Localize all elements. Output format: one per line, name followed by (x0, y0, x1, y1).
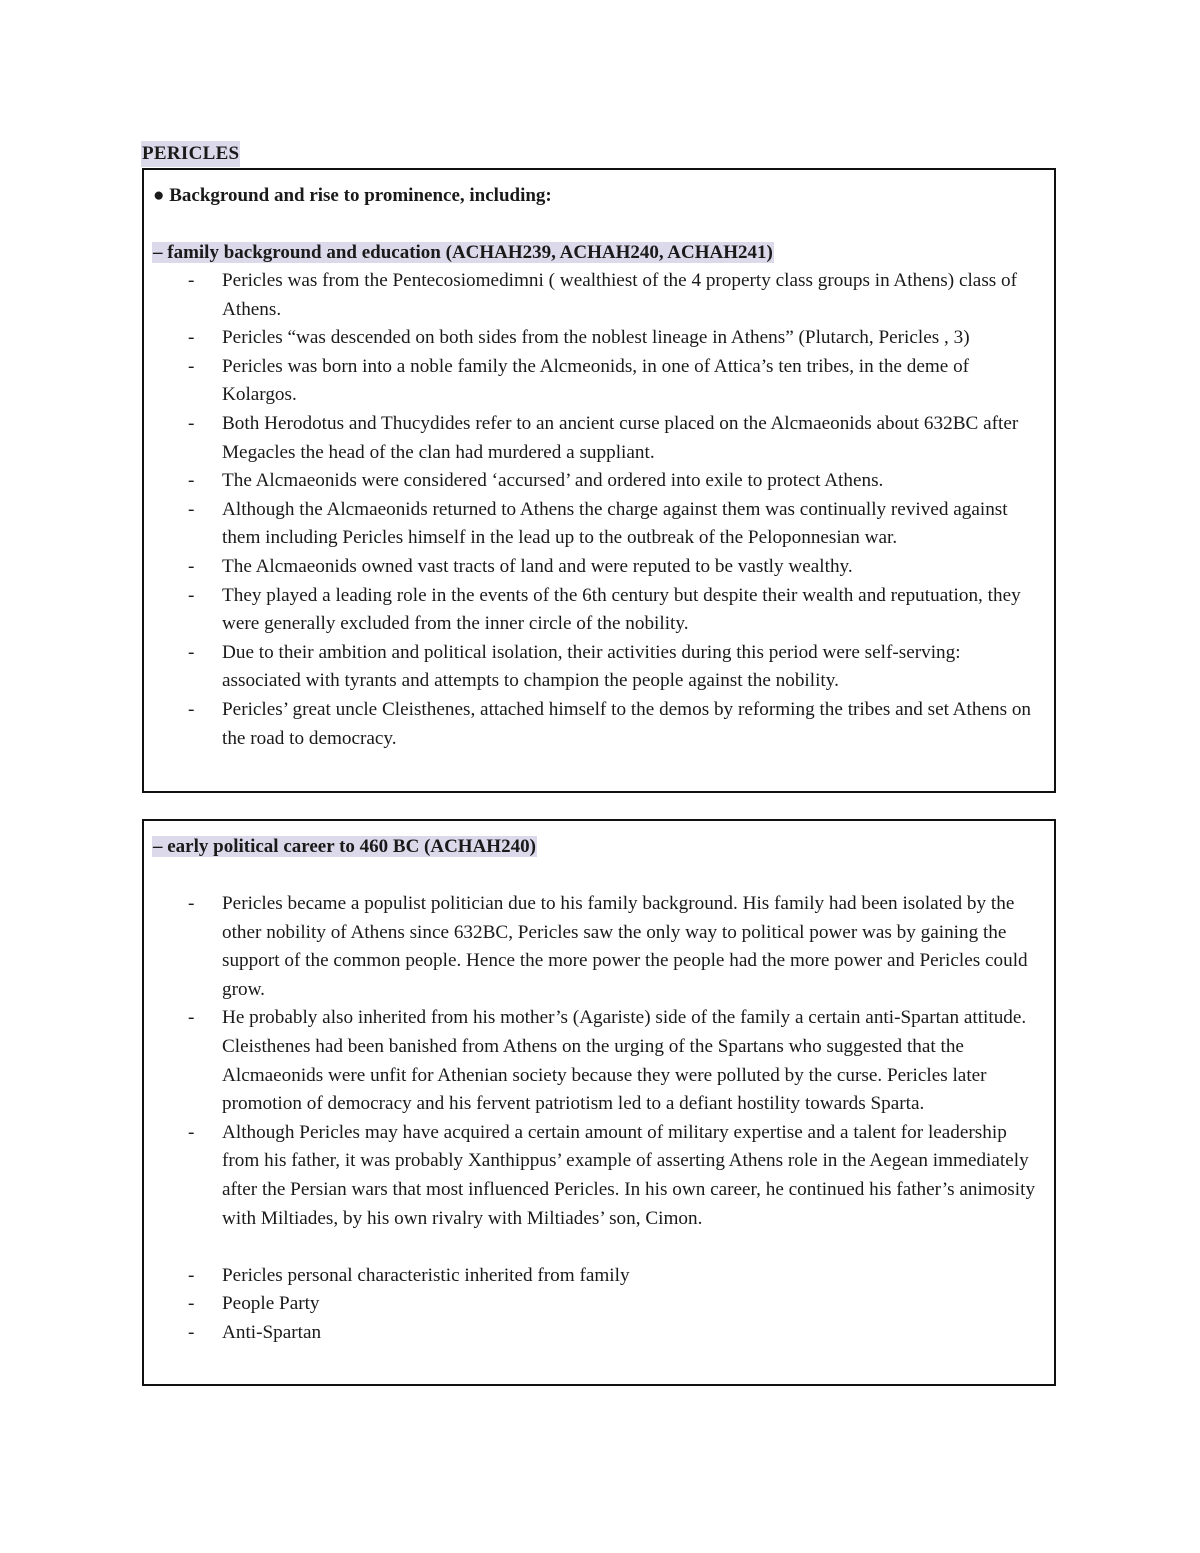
section-heading-text: ● Background and rise to prominence, including: (153, 185, 552, 206)
list-item (144, 1262, 1054, 1291)
dash-bullet: - (188, 1321, 195, 1343)
dash-bullet: - (188, 641, 195, 663)
section-heading-background (152, 183, 553, 209)
dash-bullet: - (188, 1264, 195, 1286)
list-item-text: Pericles was born into a noble family the Alcmeonids, in one of Attica’s ten tribes, in the deme of Kolargos. (222, 355, 970, 406)
section-heading-text: – early political career to 460 BC (ACHAH240) (153, 836, 536, 857)
list-item (144, 410, 1054, 467)
list-item-text: Pericles personal characteristic inherited from family (222, 1264, 630, 1286)
dash-bullet: - (188, 1007, 195, 1029)
list-item (144, 353, 1054, 410)
section-heading-early-career (152, 834, 537, 860)
list-item-text: Anti-Spartan (222, 1321, 322, 1343)
list-item (144, 639, 1054, 696)
dash-bullet: - (188, 584, 195, 606)
list-item-text: Pericles was from the Pentecosiomedimni ( wealthiest of the 4 property class groups in Athens) class of Athens. (222, 270, 1018, 320)
list-item-text: People Party (222, 1293, 320, 1315)
list-item (144, 582, 1054, 639)
list-item-text: He probably also inherited from his mother’s (Agariste) side of the family a certain anti-Spartan attitude. Cleisthenes had been banished from Athens on the urging of the Spartans who suggested that the Alcmaeonids were unfit for Athenian society because they were polluted by the curse. Pericles later promotion of democracy and his fervent patriotism led to a defiant hostility towards Sparta. (222, 1007, 1027, 1115)
dash-bullet: - (188, 555, 195, 577)
dash-bullet: - (188, 412, 195, 434)
list-item-text: Due to their ambition and political isolation, their activities during this period were self-serving: associated with tyrants and attempts to champion the people against the nobility. (222, 641, 961, 692)
page-title: PERICLES (141, 141, 240, 167)
list-item (144, 696, 1054, 753)
dash-bullet: - (188, 355, 195, 377)
list-item (144, 267, 1054, 324)
list-item-text: Although Pericles may have acquired a certain amount of military expertise and a talent for leadership from his father, it was probably Xanthippus’ example of asserting Athens role in the Aegean immediately after the Persian wars that most influenced Pericles. In his own career, he continued his father’s animosity with Miltiades, by his own rivalry with Miltiades’ son, Cimon. (222, 1121, 1036, 1229)
list-item-text: They played a leading role in the events of the 6th century but despite their wealth and reputuation, they were generally excluded from the inner circle of the nobility. (222, 584, 1021, 635)
list-item-text: Pericles became a populist politician due to his family background. His family had been isolated by the other nobility of Athens since 632BC, Pericles saw the only way to political power was by gaining the support of the common people. Hence the more power the people had the more power and Pericles could grow. (222, 893, 1028, 1000)
list-item (144, 467, 1054, 496)
list-item (144, 324, 1054, 353)
list-item (144, 1319, 1054, 1348)
list-item-text: The Alcmaeonids were considered ‘accursed’ and ordered into exile to protect Athens. (222, 470, 884, 492)
dash-bullet: - (188, 1293, 195, 1315)
list-item (144, 890, 1054, 1004)
section-box-early-career (142, 819, 1056, 1386)
list-item-text: Pericles’ great uncle Cleisthenes, attached himself to the demos by reforming the tribes and set Athens on the road to democracy. (222, 698, 1032, 749)
dash-bullet: - (188, 470, 195, 492)
list-item (144, 1290, 1054, 1319)
dash-bullet: - (188, 1121, 195, 1143)
list-item-text: Pericles “was descended on both sides from the noblest lineage in Athens” (Plutarch, Pericles , 3) (222, 327, 970, 349)
dash-bullet: - (188, 498, 195, 520)
family-background-list (144, 267, 1054, 753)
list-spacer (144, 1233, 1054, 1262)
list-item-text: Both Herodotus and Thucydides refer to an ancient curse placed on the Alcmaeonids about 632BC after Megacles the head of the clan had murdered a suppliant. (222, 412, 1019, 463)
subsection-heading-family (152, 240, 774, 266)
list-item (144, 496, 1054, 553)
subsection-heading-text: – family background and education (ACHAH239, ACHAH240, ACHAH241) (153, 242, 773, 263)
section-box-background (142, 168, 1056, 793)
list-item (144, 1119, 1054, 1233)
dash-bullet: - (188, 270, 195, 291)
dash-bullet: - (188, 327, 195, 349)
list-item (144, 553, 1054, 582)
dash-bullet: - (188, 698, 195, 720)
list-item (144, 1004, 1054, 1118)
list-item-text: The Alcmaeonids owned vast tracts of land and were reputed to be vastly wealthy. (222, 555, 853, 577)
list-item-text: Although the Alcmaeonids returned to Athens the charge against them was continually revived against them including Pericles himself in the lead up to the outbreak of the Peloponnesian war. (222, 498, 1008, 549)
dash-bullet: - (188, 893, 195, 914)
early-career-list (144, 890, 1054, 1348)
